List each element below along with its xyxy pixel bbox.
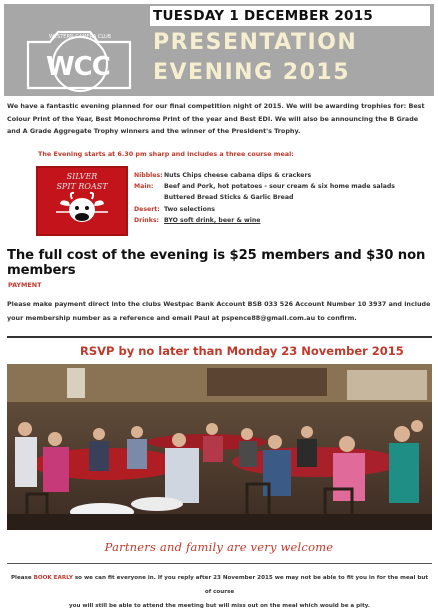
cost-statement: The full cost of the evening is $25 members and $30 non members	[7, 248, 426, 278]
svg-text:WESTERN CAMERA CLUB: WESTERN CAMERA CLUB	[48, 34, 112, 40]
footer-line-1: Please BOOK EARLY so we can fit everyone in. If you reply after 23 November 2015 we may not be able to fit you in for the meal but of course	[10, 575, 429, 595]
menu-item: Drinks: BYO soft drink, beer & wine	[134, 216, 261, 224]
rsvp-deadline: RSVP by no later than Monday 23 November 2015	[80, 344, 404, 358]
menu-item: Desert: Two selections	[134, 205, 215, 213]
svg-text:SILVER: SILVER	[66, 172, 98, 181]
event-date: TUESDAY 1 DECEMBER 2015	[150, 6, 430, 26]
menu-item: Buttered Bread Sticks & Garlic Bread	[164, 194, 294, 202]
book-early-highlight: BOOK EARLY	[33, 575, 73, 581]
menu-item: Nibbles: Nuts Chips cheese cabana dips & crackers	[134, 172, 312, 179]
svg-text:SPIT ROAST: SPIT ROAST	[56, 182, 108, 191]
payment-heading: PAYMENT	[8, 281, 42, 289]
footer-note	[7, 571, 432, 613]
dinner-crowd-photo	[7, 364, 432, 530]
logo-wcc-text: WCC	[46, 52, 110, 82]
title-line-1: PRESENTATION	[153, 30, 358, 55]
intro-paragraph: We have a fantastic evening planned for our final competition night of 2015. We will be awarding trophies for: Best Colour Print of the Year, Best Monochrome Print of the year and Best EDI. We will also be announcing the B Grade and A Grade Aggregate Trophy winners and the winner of the President's Trophy.	[7, 102, 425, 135]
payment-text: Please make payment direct into the clubs Westpac Bank Account BSB 033 526 Account Number 10 3937 and include your membership number as a reference and email Paul at pspence88@gmail.com.au to confirm.	[7, 300, 431, 322]
menu-list	[134, 170, 395, 226]
footer-divider	[7, 563, 432, 564]
silver-spit-roast-logo	[36, 166, 128, 236]
partners-welcome: Partners and family are very welcome	[104, 540, 334, 554]
footer-line-2: you will still be able to attend the meeting but will miss out on the meal which would be a pity.	[68, 603, 371, 609]
start-time-note: The Evening starts at 6.30 pm sharp and includes a three course meal:	[38, 150, 294, 158]
divider	[7, 336, 432, 338]
title-line-2: EVENING 2015	[153, 60, 351, 85]
menu-item: Main: Beef and Pork, hot potatoes - sour cream & six home made salads	[134, 183, 395, 191]
event-photo	[7, 364, 432, 530]
